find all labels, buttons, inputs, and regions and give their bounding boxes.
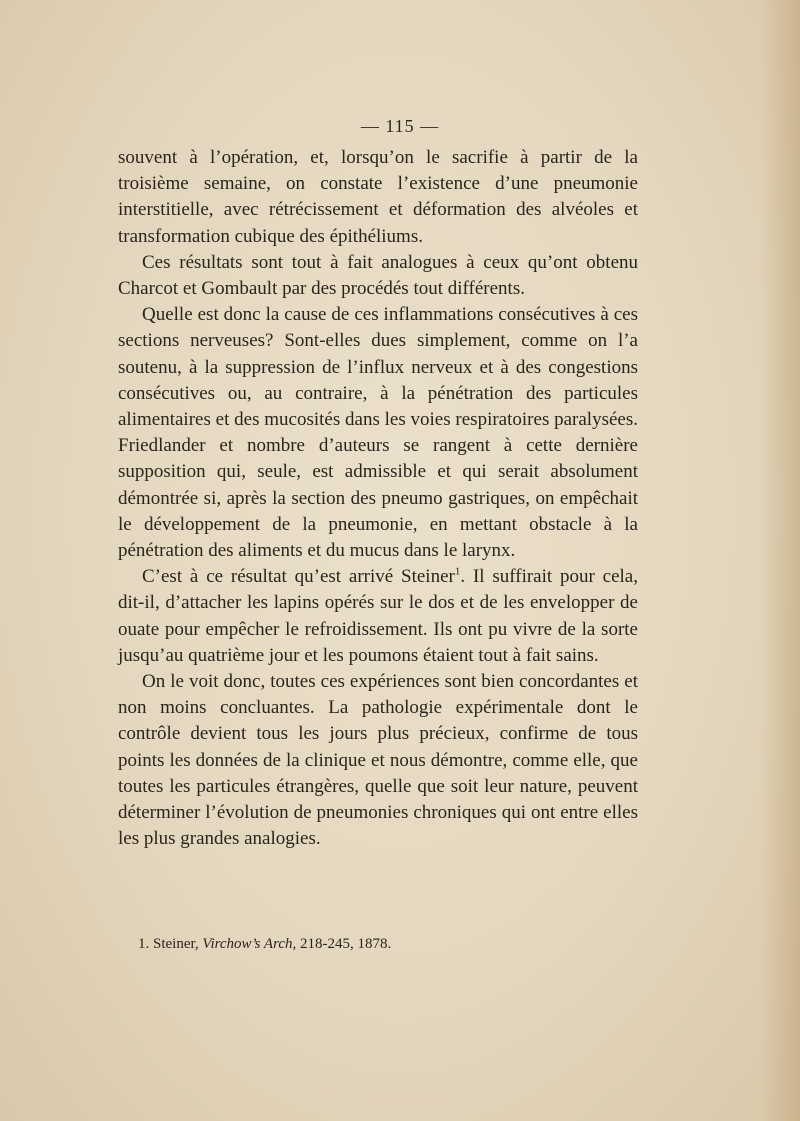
paragraph-3: Quelle est donc la cause de ces inflammations consécutives à ces sections nerveuses? Sont-elles dues simplement, comme on l’a soutenu, à la suppression de l’influx nerveux et à des congestions consécutives ou, au contraire, à la pénétration des particules alimentaires et des mucosités dans les voies respiratoires paralysées. Friedlander et nombre d’auteurs se rangent à cette dernière supposition qui, seule, est admissible et qui serait absolument démontrée si, après la section des pneumo gastriques, on empêchait le développement de la pneumonie, en mettant obstacle à la pénétration des aliments et du mucus dans le larynx. xyxy=(118,304,638,562)
paragraph-4-start: C’est à ce résultat qu’est arrivé Steiner xyxy=(142,566,455,588)
paragraph-4-end: . Il suffirait pour cela, dit-il, d’attacher les lapins opérés sur le dos et de les envelopper de ouate pour empêcher le refroidissement. Ils ont pu vivre de la sorte jusqu’au quatrième jour et les poumons étaient tout à fait sains. xyxy=(118,566,638,666)
paragraph-2: Ces résultats sont tout à fait analogues à ceux qu’ont obtenu Charcot et Gombault par des procédés tout différents. xyxy=(118,251,638,300)
footnote-ref: 218-245, 1878. xyxy=(300,936,392,952)
footnote-number: 1. xyxy=(138,936,150,952)
paragraph-1: souvent à l’opération, et, lorsqu’on le sacrifie à partir de la troisième semaine, on constate l’existence d’une pneumonie interstitielle, avec rétrécissement et déformation des alvéoles et transformation cubique des épithéliums. xyxy=(118,147,638,247)
footnote-reference: 1 xyxy=(454,565,461,578)
page-number: — 115 — xyxy=(360,116,440,136)
body-text xyxy=(118,145,638,852)
page-edge-shading xyxy=(760,0,800,1121)
footnote-journal: Virchow’s Arch, xyxy=(202,936,297,952)
paragraph-4 xyxy=(118,564,638,669)
footnote-author: Steiner, xyxy=(153,936,199,952)
footnote xyxy=(138,936,638,953)
paragraph-5: On le voit donc, toutes ces expériences sont bien concordantes et non moins concluantes. La pathologie expérimentale dont le contrôle devient tous les jours plus précieux, confirme de tous points les données de la clinique et nous démontre, comme elle, que toutes les particules étrangères, quelle que soit leur nature, peuvent déterminer l’évolution de pneumonies chroniques qui ont entre elles les plus grandes analogies. xyxy=(118,671,638,850)
